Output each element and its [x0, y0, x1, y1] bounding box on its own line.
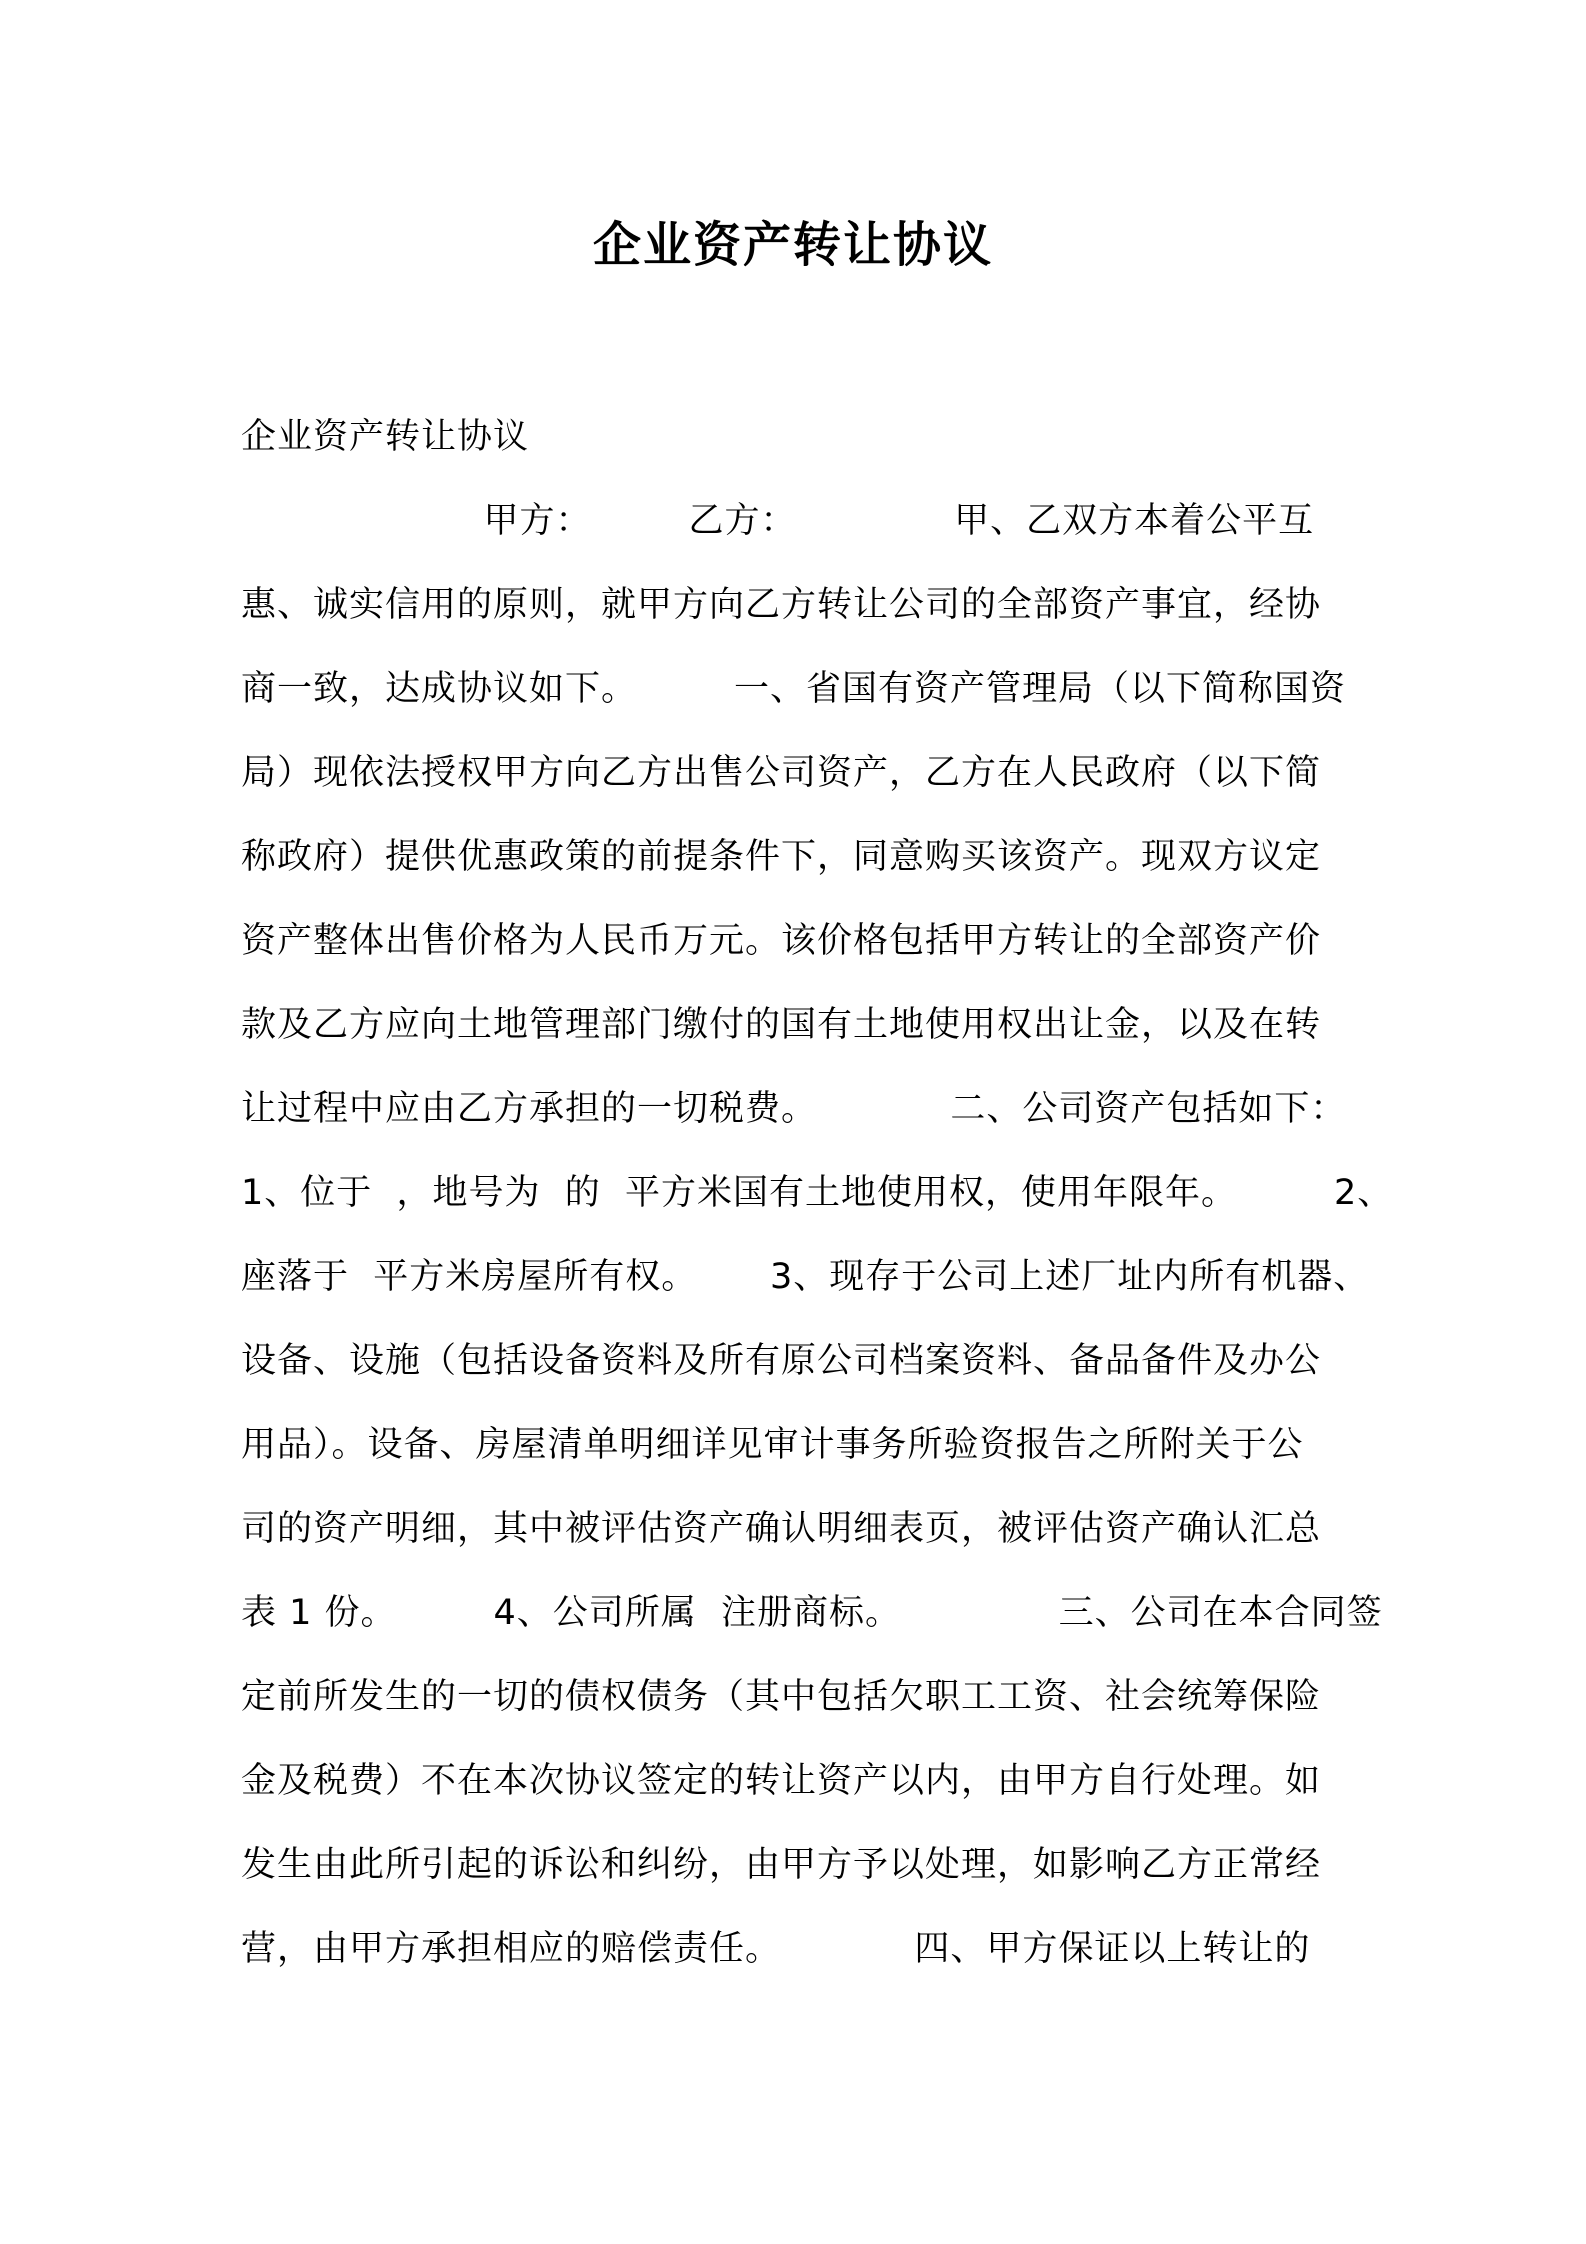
body-line-19: 营，由甲方承担相应的赔偿责任。 四、甲方保证以上转让的	[241, 1929, 1311, 1969]
body-line-18: 发生由此所引起的诉讼和纠纷，由甲方予以处理，如影响乙方正常经	[241, 1845, 1322, 1885]
body-line-7: 资产整体出售价格为人民币万元。该价格包括甲方转让的全部资产价	[241, 921, 1322, 961]
body-line-2: 甲方： 乙方： 甲、乙双方本着公平互	[241, 501, 1315, 541]
body-line-14: 司的资产明细，其中被评估资产确认明细表页，被评估资产确认汇总	[241, 1509, 1322, 1549]
body-line-13: 用品）。设备、房屋清单明细详见审计事务所验资报告之所附关于公	[241, 1425, 1304, 1465]
body-line-12: 设备、设施（包括设备资料及所有原公司档案资料、备品备件及办公	[241, 1341, 1322, 1381]
body-line-17: 金及税费）不在本次协议签定的转让资产以内，由甲方自行处理。如	[241, 1761, 1322, 1801]
body-line-1: 企业资产转让协议	[241, 417, 530, 457]
body-line-16: 定前所发生的一切的债权债务（其中包括欠职工工资、社会统筹保险	[241, 1677, 1322, 1717]
body-line-15: 表 1 份。 4、公司所属 注册商标。 三、公司在本合同签	[241, 1593, 1383, 1633]
body-line-5: 局）现依法授权甲方向乙方出售公司资产，乙方在人民政府（以下简	[241, 753, 1322, 793]
document-title: 企业资产转让协议	[592, 217, 993, 273]
body-line-11: 座落于 平方米房屋所有权。 3、现存于公司上述厂址内所有机器、	[241, 1257, 1370, 1297]
body-line-10: 1、位于 ，地号为 的 平方米国有土地使用权，使用年限年。 2、	[241, 1173, 1394, 1213]
body-line-4: 商一致，达成协议如下。 一、省国有资产管理局（以下简称国资	[241, 669, 1347, 709]
body-line-6: 称政府）提供优惠政策的前提条件下，同意购买该资产。现双方议定	[241, 837, 1322, 877]
body-line-9: 让过程中应由乙方承担的一切税费。 二、公司资产包括如下：	[241, 1089, 1347, 1129]
body-line-3: 惠、诚实信用的原则，就甲方向乙方转让公司的全部资产事宜，经协	[241, 585, 1322, 625]
body-line-8: 款及乙方应向土地管理部门缴付的国有土地使用权出让金，以及在转	[241, 1005, 1322, 1045]
